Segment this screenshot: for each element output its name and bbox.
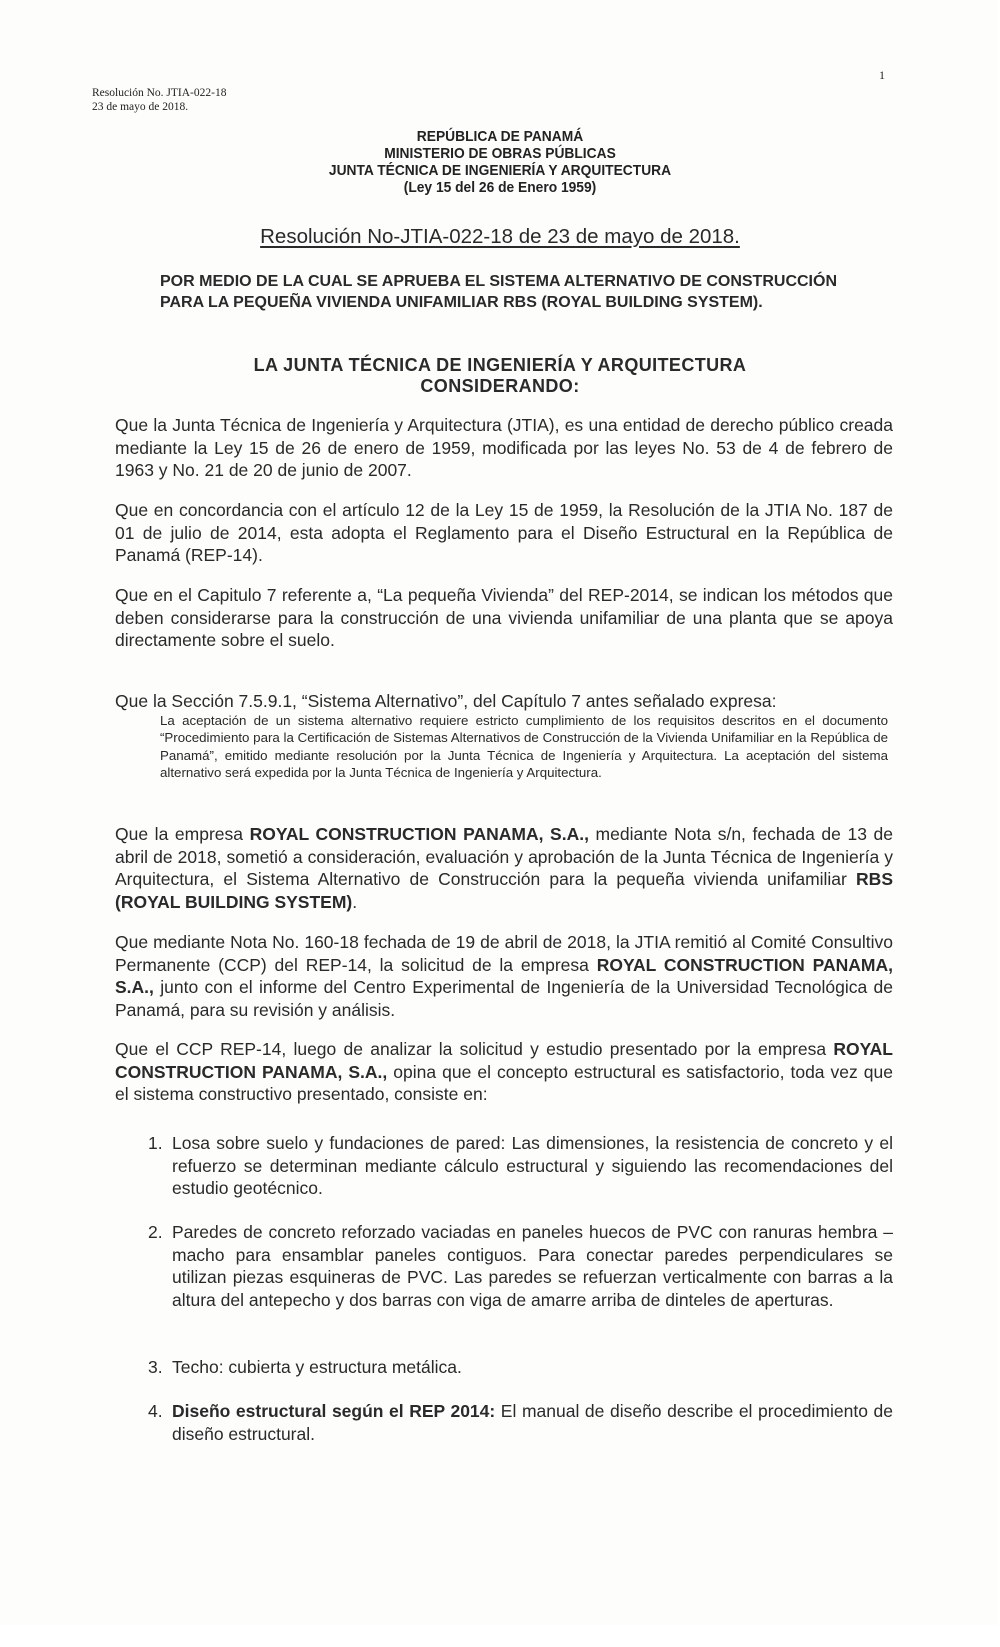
list-item <box>148 1132 893 1200</box>
p7-text-a: Que el CCP REP-14, luego de analizar la solicitud y estudio presentado por la empresa <box>115 1039 834 1059</box>
list-item <box>148 1356 893 1379</box>
header-resolution-number: Resolución No. JTIA-022-18 <box>92 87 227 99</box>
authority-name: LA JUNTA TÉCNICA DE INGENIERÍA Y ARQUITECTURA <box>253 355 747 375</box>
p5-company: ROYAL CONSTRUCTION PANAMA, S.A., <box>249 824 589 844</box>
organization-header <box>0 128 1000 196</box>
considerando-heading: CONSIDERANDO: <box>420 376 580 396</box>
paragraph-capitulo7: Que en el Capitulo 7 referente a, “La pequeña Vivienda” del REP-2014, se indican los métodos que deben considerarse para la construcción de una vivienda unifamiliar de una planta que se apoya directamente sobre el suelo. <box>115 585 893 651</box>
paragraph-jtia: Que la Junta Técnica de Ingeniería y Arquitectura (JTIA), es una entidad de derecho público creada mediante la Ley 15 de 26 de enero de 1959, modificada por las leyes No. 53 de 4 de febrero de 1963 y No. 21 de 20 de junio de 2007. <box>115 415 893 481</box>
paragraph-seccion: Que la Sección 7.5.9.1, “Sistema Alternativo”, del Capítulo 7 antes señalado expresa: <box>115 691 777 711</box>
resolution-subject: POR MEDIO DE LA CUAL SE APRUEBA EL SISTEMA ALTERNATIVO DE CONSTRUCCIÓN PARA LA PEQUEÑA VIVIENDA UNIFAMILIAR RBS (ROYAL BUILDING SYSTEM). <box>160 273 837 311</box>
list-item <box>148 1221 893 1312</box>
org-board: JUNTA TÉCNICA DE INGENIERÍA Y ARQUITECTURA <box>328 162 672 179</box>
p5-system: RBS (ROYAL BUILDING SYSTEM) <box>115 869 893 913</box>
p6-company: ROYAL CONSTRUCTION PANAMA, S.A., <box>115 954 893 998</box>
list-item-text <box>172 1400 893 1445</box>
resolution-title-text: Resolución No-JTIA-022-18 de 23 de mayo de 2018. <box>260 225 740 248</box>
p6-text-c: junto con el informe del Centro Experimental de Ingeniería de la Universidad Tecnológica de Panamá, para su revisión y análisis. <box>115 977 893 1021</box>
list-item-rest: El manual de diseño describe el procedimiento de diseño estructural. <box>172 1401 893 1444</box>
list-item-number: 2. <box>148 1222 163 1242</box>
authority-heading <box>0 355 1000 397</box>
p5-text-a: Que la empresa <box>115 824 250 844</box>
p7-text-c: opina que el concepto estructural es satisfactorio, toda vez que el sistema constructivo presentado, consiste en: <box>115 1061 894 1105</box>
resolution-title <box>0 225 1000 249</box>
p5-text-c: mediante Nota s/n, fechada de 13 de abril de 2018, sometió a consideración, evaluación y aprobación de la Junta Técnica de Ingeniería y Arquitectura, el Sistema Alternativo de Construcción para la pequeña vivienda unifamiliar <box>115 824 893 890</box>
header-date: 23 de mayo de 2018. <box>92 101 189 113</box>
p7-company: ROYAL CONSTRUCTION PANAMA, S.A., <box>115 1039 893 1082</box>
list-item-text: Losa sobre suelo y fundaciones de pared: Las dimensiones, la resistencia de concreto y el refuerzo se determinan mediante cálculo estructural y siguiendo las recomendaciones del estudio geotécnico. <box>172 1133 893 1199</box>
list-item-text: Techo: cubierta y estructura metálica. <box>172 1357 462 1377</box>
list-item-number: 1. <box>148 1133 163 1153</box>
paragraph-ccp-opinion <box>115 1038 893 1106</box>
org-ministry: MINISTERIO DE OBRAS PÚBLICAS <box>384 145 616 162</box>
org-country: REPÚBLICA DE PANAMÁ <box>416 128 584 145</box>
header-reference <box>92 86 226 114</box>
list-item-number: 3. <box>148 1357 163 1377</box>
paragraph-ccp-referral <box>115 931 893 1022</box>
p5-text-e: . <box>352 892 358 913</box>
quoted-section: La aceptación de un sistema alternativo requiere estricto cumplimiento de los requisitos descritos en el documento “Procedimiento para la Certificación de Sistemas Alternativos de Construcción de la Vivienda Unifamiliar en la República de Panamá”, emitido mediante resolución por la Junta Técnica de Ingeniería y Arquitectura. La aceptación del sistema alternativo será expedida por la Junta Técnica de Ingeniería y Arquitectura. <box>160 713 888 781</box>
list-item <box>148 1400 893 1445</box>
p6-text-a: Que mediante Nota No. 160-18 fechada de 19 de abril de 2018, la JTIA remitió al Comité Consultivo Permanente (CCP) del REP-14, la solicitud de la empresa <box>115 932 893 975</box>
paragraph-royal-submission <box>115 823 893 914</box>
org-law: (Ley 15 del 26 de Enero 1959) <box>403 179 597 196</box>
list-item-bold: Diseño estructural según el REP 2014: <box>172 1401 496 1421</box>
list-item-text: Paredes de concreto reforzado vaciadas en paneles huecos de PVC con ranuras hembra – macho para ensamblar paneles contiguos. Para conectar paredes perpendiculares se utilizan piezas esquineras de PVC. Las paredes se refuerzan verticalmente con barras a la altura del antepecho y dos barras con viga de amarre arriba de dinteles de aperturas. <box>172 1222 893 1311</box>
page-number: 1 <box>879 68 885 82</box>
paragraph-rep14: Que en concordancia con el artículo 12 de la Ley 15 de 1959, la Resolución de la JTIA No. 187 de 01 de julio de 2014, esta adopta el Reglamento para el Diseño Estructural en la República de Panamá (REP-14). <box>115 500 893 566</box>
list-item-number: 4. <box>148 1401 163 1421</box>
